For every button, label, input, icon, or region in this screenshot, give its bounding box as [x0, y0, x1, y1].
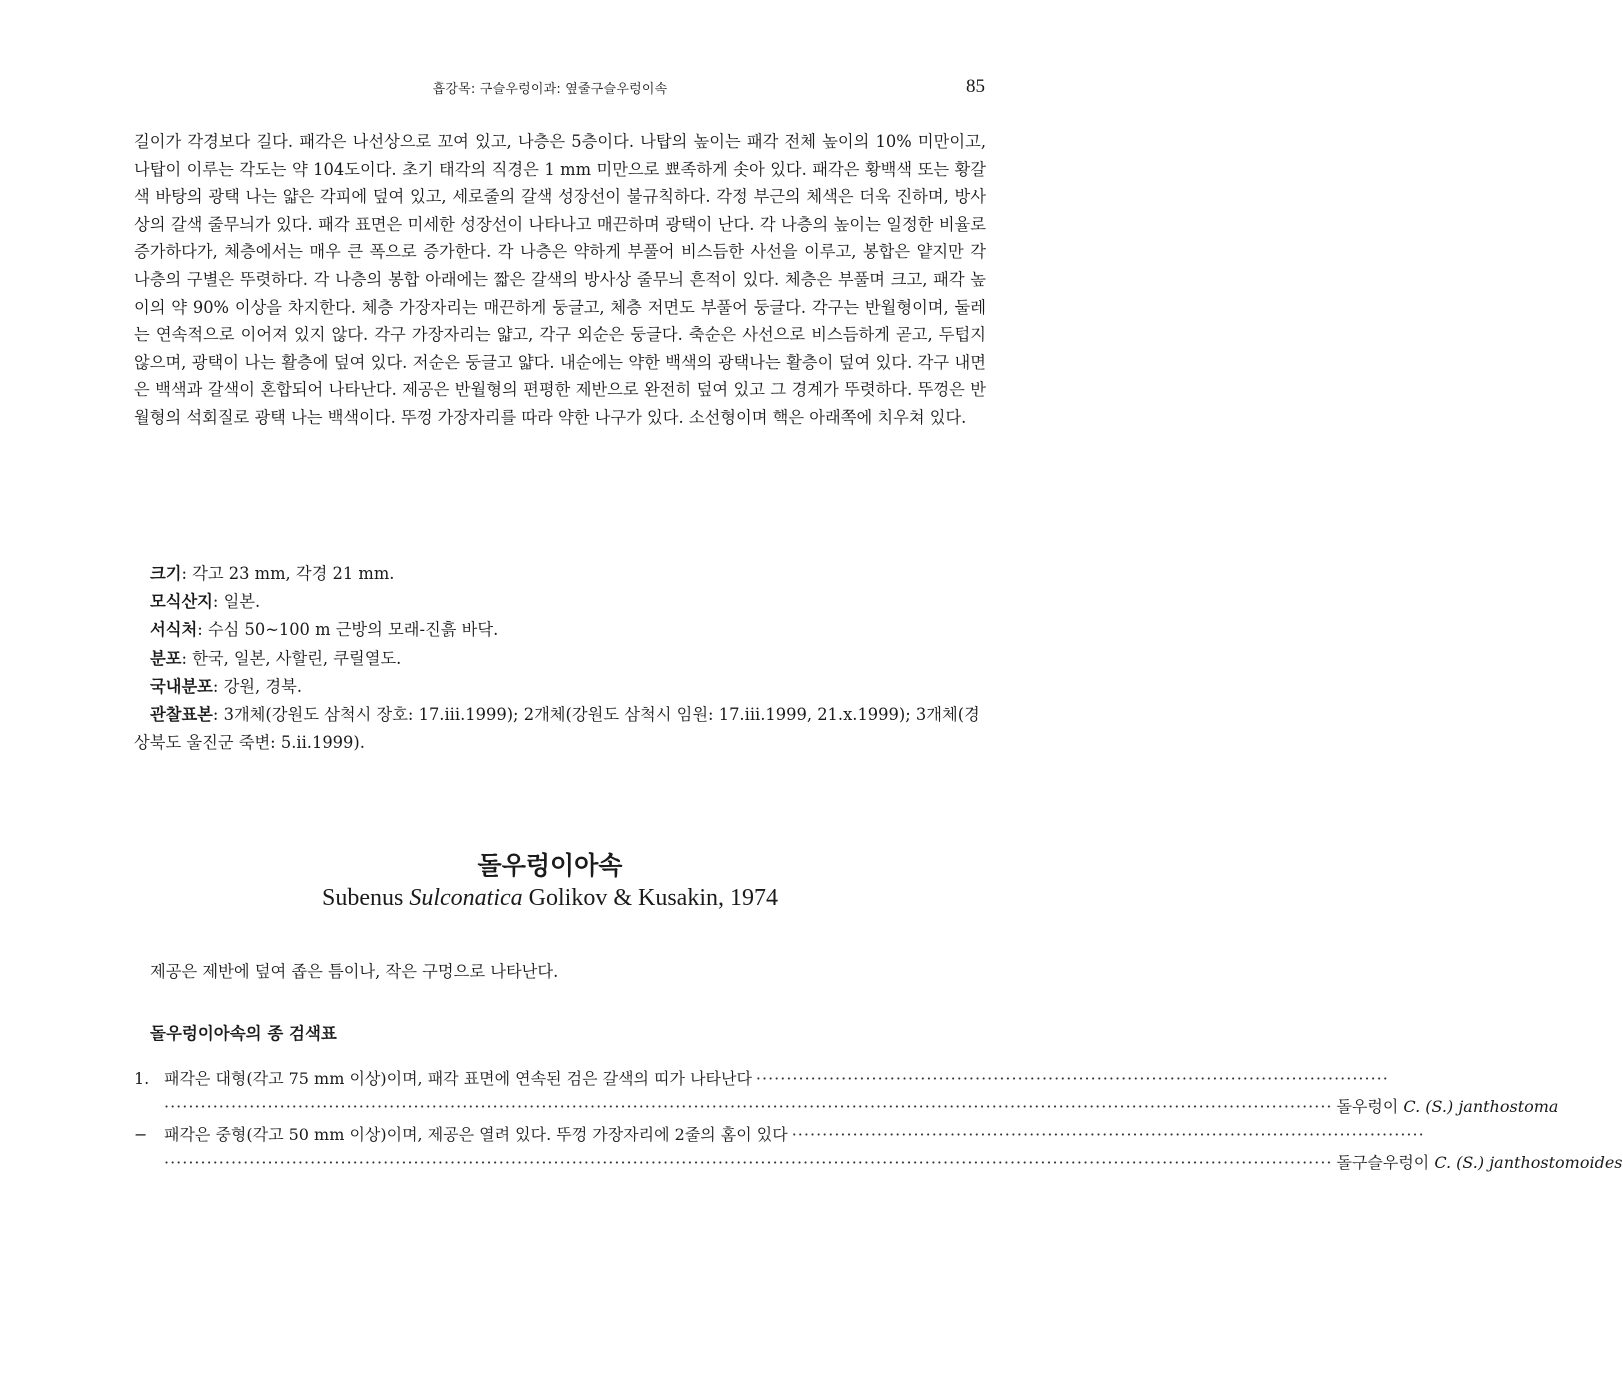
subtitle-genus: Sulconatica — [409, 885, 523, 911]
fact-value: : 각고 23 mm, 각경 21 mm. — [181, 564, 395, 583]
section-subtitle — [0, 885, 1100, 912]
leader-dots: ········································································································ — [791, 1125, 1425, 1144]
leader-dots: ········································································································ — [755, 1069, 1389, 1088]
fact-specimens — [134, 701, 986, 757]
fact-value: : 3개체(강원도 삼척시 장호: 17.iii.1999); 2개체(강원도 삼척시 임원: 17.iii.1999, 21.x.1999); 3개체(경상북도 울진군 죽변: 5.ii.1999). — [134, 705, 980, 753]
leader-dots: ································································································································································································ — [164, 1097, 1333, 1116]
key-heading: 돌우렁이아속의 종 검색표 — [150, 1024, 337, 1043]
leader-dots: ································································································································································································ — [164, 1153, 1333, 1172]
facts-list — [134, 560, 986, 757]
subtitle-prefix: Subenus — [322, 885, 410, 911]
fact-value: : 한국, 일본, 사할린, 쿠릴열도. — [181, 648, 402, 668]
key-text: 패각은 대형(각고 75 mm 이상)이며, 패각 표면에 연속된 검은 갈색의 띠가 나타난다 — [164, 1069, 752, 1088]
key-answer — [1337, 1150, 1623, 1173]
key-answer — [1337, 1094, 1559, 1117]
answer-species: janthostoma — [1458, 1097, 1559, 1116]
answer-common-name: 돌구슬우렁이 — [1336, 1153, 1435, 1172]
key-text: 패각은 중형(각고 50 mm 이상)이며, 제공은 열려 있다. 뚜껑 가장자리에 2줄의 홈이 있다 — [164, 1125, 788, 1144]
answer-genus: C. (S.) — [1403, 1097, 1459, 1116]
running-head: 흡강목: 구슬우렁이과: 옆줄구슬우렁이속 — [432, 82, 668, 97]
key-entry — [134, 1122, 1623, 1178]
fact-value: : 강원, 경북. — [212, 676, 303, 696]
fact-value: : 수심 50~100 m 근방의 모래-진흙 바닥. — [197, 620, 499, 640]
answer-genus: C. (S.) — [1434, 1153, 1490, 1172]
answer-species: janthostomoides — [1489, 1153, 1623, 1172]
key-entry — [134, 1066, 1559, 1122]
section-description: 제공은 제반에 덮여 좁은 틈이나, 작은 구멍으로 나타난다. — [150, 962, 559, 981]
fact-size — [134, 560, 986, 588]
key-number: − — [134, 1125, 148, 1144]
key-number: 1. — [134, 1069, 150, 1088]
fact-type-locality — [134, 588, 986, 616]
fact-label: 서식처 — [150, 620, 198, 640]
fact-label: 국내분포 — [150, 676, 213, 696]
fact-domestic-distribution — [134, 673, 986, 701]
subtitle-suffix: Golikov & Kusakin, 1974 — [522, 885, 778, 911]
fact-distribution — [134, 645, 986, 673]
fact-label: 분포 — [150, 648, 182, 668]
fact-label: 크기 — [150, 564, 182, 583]
description-paragraph: 길이가 각경보다 길다. 패각은 나선상으로 꼬여 있고, 나층은 5층이다. 나탑의 높이는 패각 전체 높이의 10% 미만이고, 나탑이 이루는 각도는 약 104도이다. 초기 태각의 직경은 1 mm 미만으로 뾰족하게 솟아 있다. 패각은 황백색 또는 황갈색 바탕의 광택 나는 얇은 각피에 덮여 있고, 세로줄의 갈색 성장선이 불규칙하다. 각정 부근의 체색은 더욱 진하며, 방사상의 갈색 줄무늬가 있다. 패각 표면은 미세한 성장선이 나타나고 매끈하며 광택이 난다. 각 나층의 높이는 일정한 비율로 증가하다가, 체층에서는 매우 큰 폭으로 증가한다. 각 나층은 약하게 부풀어 비스듬한 사선을 이루고, 봉합은 얕지만 각 나층의 구별은 뚜렷하다. 각 나층의 봉합 아래에는 짧은 갈색의 방사상 줄무늬 흔적이 있다. 체층은 부풀며 크고, 패각 높이의 약 90% 이상을 차지한다. 체층 가장자리는 매끈하게 둥글고, 체층 저면도 부풀어 둥글다. 각구는 반월형이며, 둘레는 연속적으로 이어져 있지 않다. 각구 가장자리는 얇고, 각구 외순은 둥글다. 축순은 사선으로 비스듬하게 곧고, 두텁지 않으며, 광택이 나는 활층에 덮여 있다. 저순은 둥글고 얇다. 내순에는 약한 백색의 광택나는 활층이 덮여 있다. 각구 내면은 백색과 갈색이 혼합되어 나타난다. 제공은 반월형의 편평한 제반으로 완전히 덮여 있고 그 경계가 뚜렷하다. 뚜껑은 반월형의 석회질로 광택 나는 백색이다. 뚜껑 가장자리를 따라 약한 나구가 있다. 소선형이며 핵은 아래쪽에 치우쳐 있다. — [134, 132, 986, 427]
fact-habitat — [134, 616, 986, 644]
section-title: 돌우렁이아속 — [477, 851, 623, 880]
page-number: 85 — [966, 76, 985, 97]
fact-label: 관찰표본 — [150, 705, 213, 725]
answer-common-name: 돌우렁이 — [1336, 1097, 1404, 1116]
fact-value: : 일본. — [212, 592, 261, 612]
fact-label: 모식산지 — [150, 592, 213, 612]
